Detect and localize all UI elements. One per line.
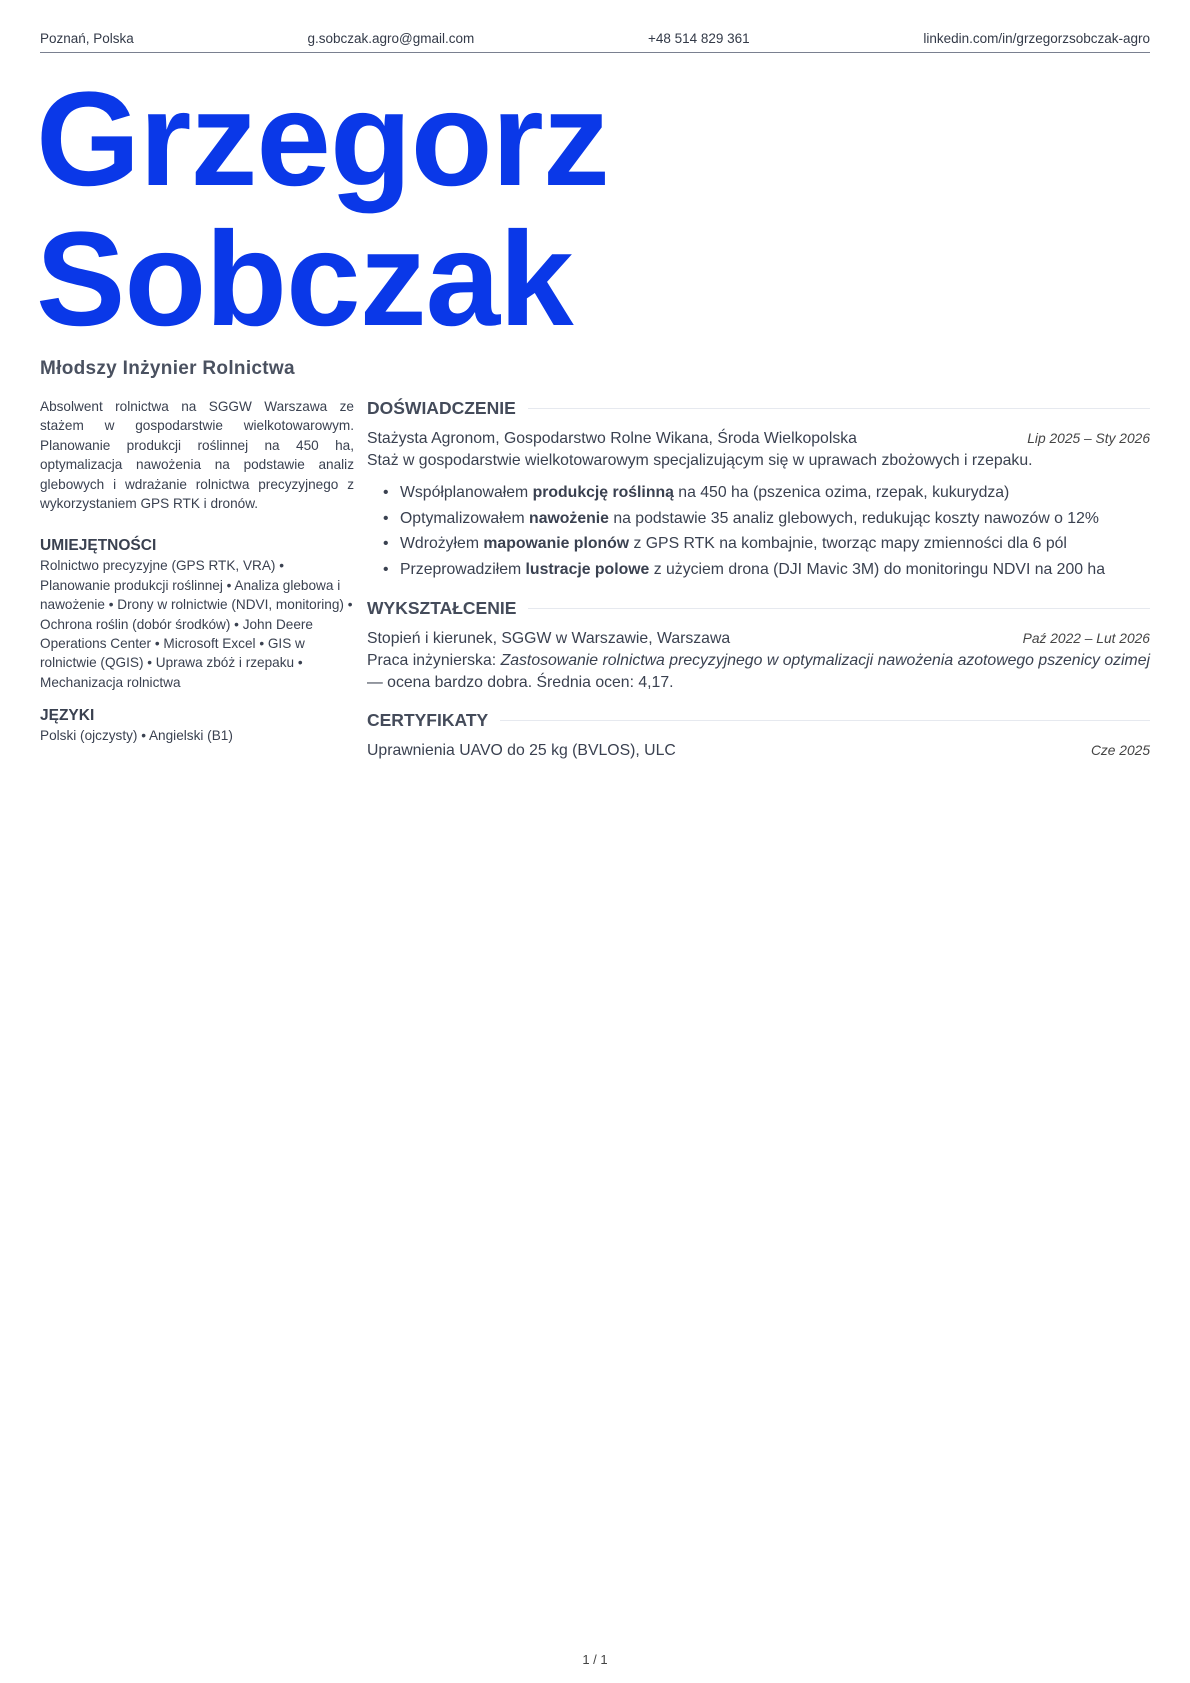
experience-bullets (383, 480, 1150, 582)
last-name: Sobczak (36, 205, 573, 354)
phone: +48 514 829 361 (647, 31, 750, 46)
email-link[interactable]: g.sobczak.agro@gmail.com (307, 31, 475, 46)
experience-heading-text: DOŚWIADCZENIE (367, 397, 516, 418)
summary: Absolwent rolnictwa na SGGW Warszawa ze stażem w gospodarstwie wielkotowarowym. Planowanie produkcji roślinnej na 450 ha, optymalizacja nawożenia na podstawie analiz glebowych i wdrażanie rolnictwa precyzyjnego z wykorzystaniem GPS RTK i dronów. (40, 399, 354, 512)
experience-entry (367, 428, 1150, 450)
list-item: • Wdrożyłem mapowanie plonów z GPS RTK na kombajnie, tworząc mapy zmienności dla 6 pól (383, 531, 1150, 557)
experience-heading (367, 396, 1150, 420)
certificates-heading-text: CERTYFIKATY (367, 709, 489, 730)
skills-list: Rolnictwo precyzyjne (GPS RTK, VRA) • Planowanie produkcji roślinnej • Analiza glebowa i nawożenie • Drony w rolnictwie (NDVI, monitoring) • Ochrona roślin (dobór środków) • John Deere Operations Center • Microsoft Excel • GIS w rolnictwie (QGIS) • Uprawa zbóż i rzepaku • Mechanizacja rolnictwa (40, 558, 353, 690)
certificate-date: Cze 2025 (1090, 743, 1150, 758)
candidate-name (36, 65, 609, 354)
page-number: 1 / 1 (582, 1652, 608, 1667)
contact-bar (40, 31, 1150, 53)
degree: Stopień i kierunek, SGGW w Warszawie, Warszawa (367, 630, 731, 647)
role: Stażysta Agronom, Gospodarstwo Rolne Wikana, Środa Wielkopolska (367, 430, 857, 447)
certificate-name: Uprawnienia UAVO do 25 kg (BVLOS), ULC (367, 742, 676, 759)
education-heading (367, 596, 1150, 620)
languages-list: Polski (ojczysty) • Angielski (B1) (40, 728, 233, 744)
first-name: Grzegorz (36, 65, 609, 214)
education-entry (367, 628, 1150, 650)
right-column (367, 396, 1150, 762)
thesis: Praca inżynierska: Zastosowanie rolnictwa precyzyjnego w optymalizacji nawożenia azotowego pszenicy ozimej — ocena bardzo dobra. Średnia ocen: 4,17. (367, 652, 1150, 691)
divider (500, 720, 1150, 721)
languages-heading: JĘZYKI (40, 707, 95, 725)
job-title: Młodszy Inżynier Rolnictwa (40, 358, 295, 379)
divider (528, 608, 1150, 609)
experience-description: Staż w gospodarstwie wielkotowarowym specjalizującym się w uprawach zbożowych i rzepaku. (367, 452, 1033, 469)
divider (528, 408, 1150, 409)
education-heading-text: WYKSZTAŁCENIE (367, 597, 517, 618)
skills-heading: UMIEJĘTNOŚCI (40, 537, 157, 555)
certificates-heading (367, 708, 1150, 732)
linkedin-link[interactable]: linkedin.com/in/grzegorzsobczak-agro (923, 31, 1150, 46)
list-item: • Przeprowadziłem lustracje polowe z użyciem drona (DJI Mavic 3M) do monitoringu NDVI na 200 ha (383, 557, 1150, 583)
location: Poznań, Polska (40, 31, 134, 46)
certificate-entry (367, 740, 1150, 762)
list-item: • Optymalizowałem nawożenie na podstawie 35 analiz glebowych, redukując koszty nawozów o 12% (383, 506, 1150, 532)
education-date: Paź 2022 – Lut 2026 (1022, 631, 1150, 646)
left-column (40, 397, 354, 746)
experience-date: Lip 2025 – Sty 2026 (1027, 431, 1150, 446)
list-item: • Współplanowałem produkcję roślinną na 450 ha (pszenica ozima, rzepak, kukurydza) (383, 480, 1150, 506)
